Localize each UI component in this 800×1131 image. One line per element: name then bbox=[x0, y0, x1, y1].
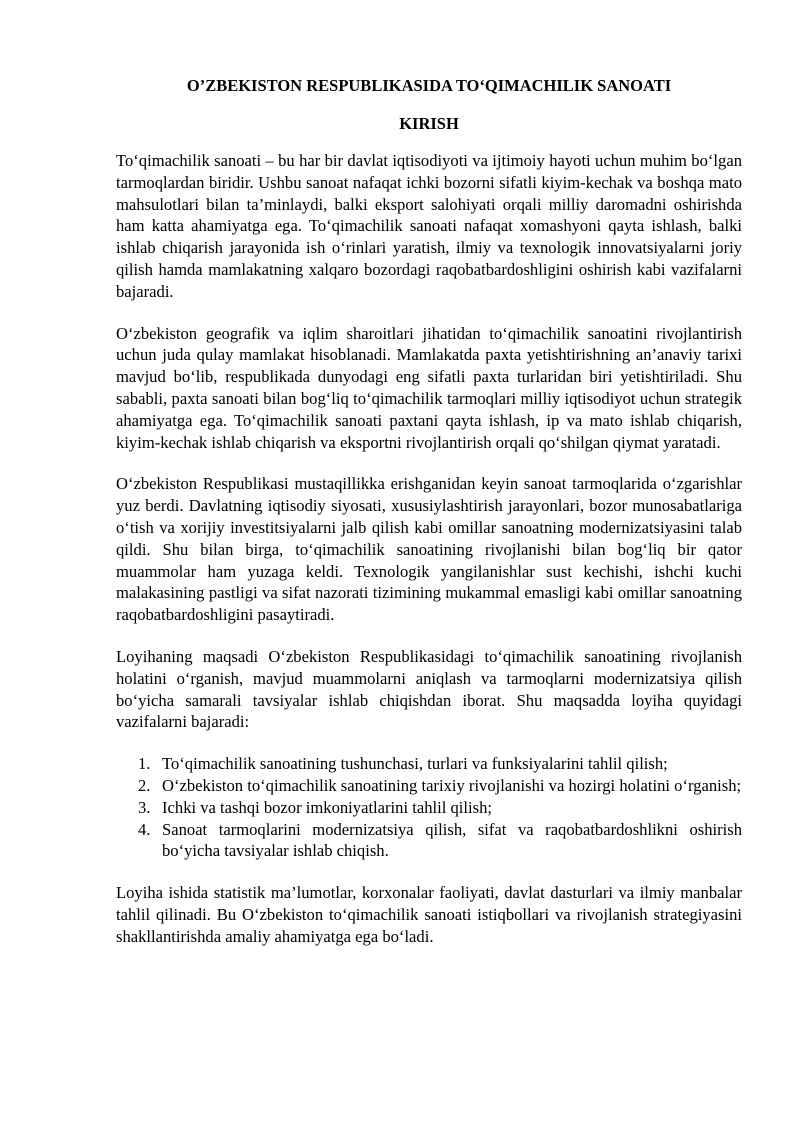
list-item bbox=[116, 797, 742, 819]
list-item-number: 4. bbox=[138, 819, 151, 839]
list-item-text: Ichki va tashqi bozor imkoniyatlarini tahlil qilish; bbox=[162, 797, 492, 817]
list-item-number: 2. bbox=[138, 775, 151, 795]
section-heading: KIRISH bbox=[399, 114, 459, 133]
list-item-number: 1. bbox=[138, 754, 151, 774]
list-item bbox=[116, 753, 742, 775]
list-item bbox=[116, 775, 742, 797]
list-item bbox=[116, 819, 742, 863]
list-item-text: O‘zbekiston to‘qimachilik sanoatining tarixiy rivojlanishi va hozirgi holatini o‘rganish; bbox=[162, 775, 742, 795]
list-item-text: To‘qimachilik sanoatining tushunchasi, turlari va funksiyalarini tahlil qilish; bbox=[162, 754, 668, 774]
closing-paragraph: Loyiha ishida statistik ma’lumotlar, korxonalar faoliyati, davlat dasturlari va ilmiy manbalar tahlil qilinadi. Bu O‘zbekiston to‘qimachilik sanoati istiqbollari va rivojlanish strategiyasini shakllantirishda amaliy ahamiyatga ega bo‘ladi. bbox=[116, 883, 742, 946]
intro-paragraph-3: O‘zbekiston Respublikasi mustaqillikka erishganidan keyin sanoat tarmoqlarida o‘zgarishlar yuz berdi. Davlatning iqtisodiy siyosati, xususiylashtirish jarayonlari, bozor munosabatlariga o‘tish va xorijiy investitsiyalarni jalb qilish kabi omillar sanoatning modernizatsiyasini talab qildi. Shu bilan birga, to‘qimachilik sanoatining rivojlanishi bilan bog‘liq bir qator muammolar ham yuzaga keldi. Texnologik yangilanishlar sust kechishi, ishchi kuchi malakasining pastligi va sifat nazorati tizimining mukammal emasligi kabi omillar sanoatning raqobatbardoshligini pasaytiradi. bbox=[116, 474, 742, 625]
intro-paragraph-2: O‘zbekiston geografik va iqlim sharoitlari jihatidan to‘qimachilik sanoatini rivojlantirish uchun juda qulay mamlakat hisoblanadi. Mamlakatda paxta yetishtirishning an’anaviy tarixi mavjud bo‘lib, respublikada dunyodagi eng sifatli paxta turlaridan biri yetishtiriladi. Shu sababli, paxta sanoati bilan bog‘liq to‘qimachilik tarmoqlari milliy iqtisodiyot uchun strategik ahamiyatga ega. To‘qimachilik sanoati paxtani qayta ishlash, ip va mato ishlab chiqarish, kiyim-kechak ishlab chiqarish va eksportni rivojlantirish orqali qo‘shilgan qiymat yaratadi. bbox=[116, 323, 742, 452]
objective-paragraph: Loyihaning maqsadi O‘zbekiston Respublikasidagi to‘qimachilik sanoatining rivojlanish holatini o‘rganish, mavjud muammolarni aniqlash va tarmoqlarni modernizatsiya qilish bo‘yicha samarali tavsiyalar ishlab chiqishdan iborat. Shu maqsadda loyiha quyidagi vazifalarni bajaradi: bbox=[116, 646, 742, 732]
document-title: O’ZBEKISTON RESPUBLIKASIDA TO‘QIMACHILIK SANOATI bbox=[186, 76, 672, 95]
intro-paragraph-1: To‘qimachilik sanoati – bu har bir davlat iqtisodiyoti va ijtimoiy hayoti uchun muhim bo‘lgan tarmoqlardan biridir. Ushbu sanoat nafaqat ichki bozorni sifatli kiyim-kechak va boshqa mato mahsulotlari bilan ta’minlaydi, balki eksport salohiyati orqali milliy daromadni oshirishda ham katta ahamiyatga ega. To‘qimachilik sanoati nafaqat xomashyoni qayta ishlash, balki ishlab chiqarish jarayonida ish o‘rinlari yaratish, ilmiy va texnologik innovatsiyalarni joriy qilish hamda mamlakatning xalqaro bozordagi raqobatbardoshligini oshirish kabi vazifalarni bajaradi. bbox=[116, 151, 742, 301]
task-list bbox=[116, 753, 742, 862]
list-item-text: Sanoat tarmoqlarini modernizatsiya qilish, sifat va raqobatbardoshlikni oshirish bo‘yicha tavsiyalar ishlab chiqish. bbox=[162, 819, 742, 861]
list-item-number: 3. bbox=[138, 797, 151, 817]
